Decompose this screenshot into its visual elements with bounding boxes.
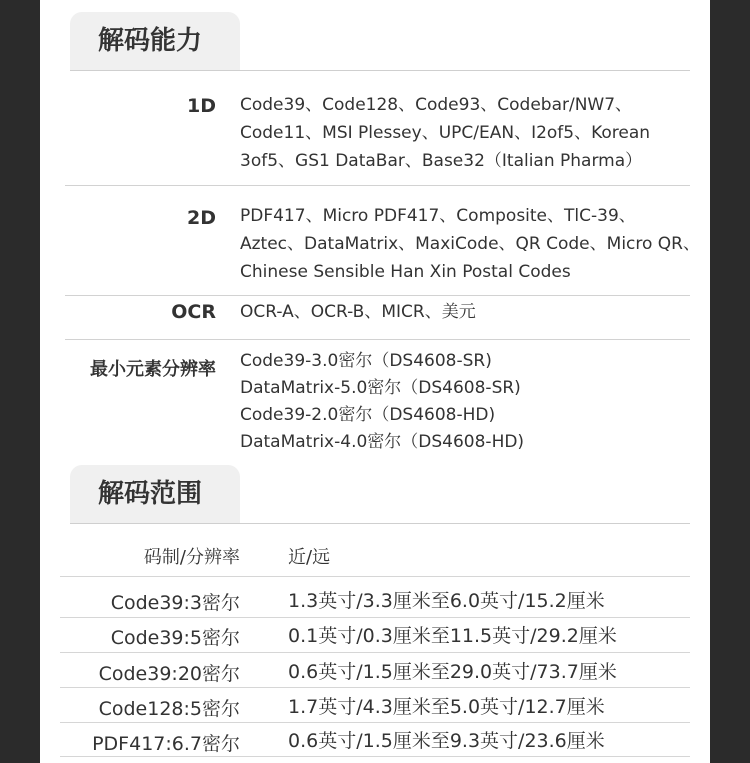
divider: [60, 722, 690, 723]
divider: [65, 185, 690, 186]
spec-label-1d: 1D: [187, 95, 216, 117]
divider: [60, 652, 690, 653]
spec-value-ocr: [240, 298, 700, 326]
content-panel: [40, 0, 710, 763]
spec-line: DataMatrix-5.0密尔（DS4608-SR): [240, 378, 521, 398]
divider: [70, 523, 690, 524]
range-row-value: 1.7英寸/4.3厘米至5.0英寸/12.7厘米: [288, 696, 605, 718]
divider: [65, 339, 690, 340]
range-row-code: Code39:3密尔: [110, 592, 240, 614]
range-row-code: Code128:5密尔: [98, 698, 240, 720]
spec-line: OCR-A、OCR-B、MICR、美元: [240, 302, 476, 322]
spec-label-ocr: OCR: [171, 301, 216, 323]
range-header-range: 近/远: [288, 547, 331, 568]
spec-line: Code39-3.0密尔（DS4608-SR): [240, 351, 492, 371]
spec-label-2d: 2D: [187, 207, 216, 229]
range-header-code: 码制/分辨率: [143, 547, 240, 568]
spec-value-2d: [240, 202, 700, 286]
spec-line: Aztec、DataMatrix、MaxiCode、QR Code、Micro QR、: [240, 234, 700, 254]
spec-line: 3of5、GS1 DataBar、Base32（Italian Pharma）: [240, 151, 643, 171]
divider: [60, 756, 690, 757]
spec-value-min-resolution: [240, 348, 700, 456]
spec-line: Chinese Sensible Han Xin Postal Codes: [240, 262, 571, 282]
range-row-code: Code39:20密尔: [98, 663, 240, 685]
range-row-value: 0.1英寸/0.3厘米至11.5英寸/29.2厘米: [288, 625, 617, 647]
range-row-value: 0.6英寸/1.5厘米至9.3英寸/23.6厘米: [288, 730, 605, 752]
spec-line: Code11、MSI Plessey、UPC/EAN、I2of5、Korean: [240, 123, 651, 143]
spec-label-min-resolution: 最小元素分辨率: [90, 359, 216, 380]
divider: [65, 295, 690, 296]
range-row-value: 1.3英寸/3.3厘米至6.0英寸/15.2厘米: [288, 590, 605, 612]
spec-line: Code39、Code128、Code93、Codebar/NW7、: [240, 95, 633, 115]
divider: [70, 70, 690, 71]
divider: [60, 576, 690, 577]
range-row-code: Code39:5密尔: [110, 627, 240, 649]
spec-value-1d: [240, 91, 700, 175]
spec-line: DataMatrix-4.0密尔（DS4608-HD): [240, 432, 525, 452]
range-row-code: PDF417:6.7密尔: [92, 733, 240, 755]
divider: [60, 617, 690, 618]
spec-line: PDF417、Micro PDF417、Composite、TlC-39、: [240, 206, 636, 226]
capability-section-title: 解码能力: [70, 12, 240, 70]
divider: [60, 687, 690, 688]
spec-line: Code39-2.0密尔（DS4608-HD): [240, 405, 496, 425]
range-row-value: 0.6英寸/1.5厘米至29.0英寸/73.7厘米: [288, 661, 617, 683]
range-section-title: 解码范围: [70, 465, 240, 523]
